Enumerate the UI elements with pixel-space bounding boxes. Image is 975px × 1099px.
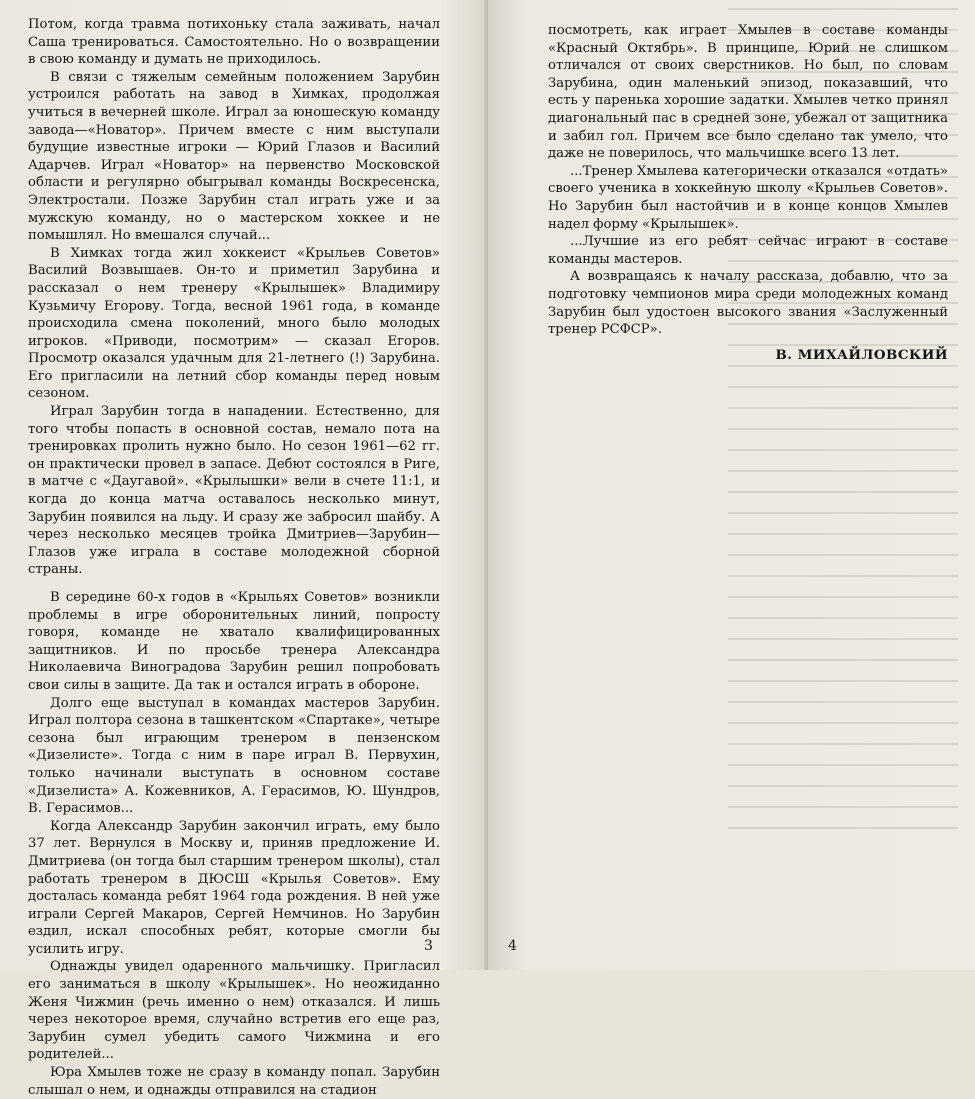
paragraph: В середине 60-х годов в «Крыльях Советов» возникли проблемы в игре оборонительных линий, попросту говоря, команде не хватало квалифицированных защитников. И по просьбе тренера Александра Николаевича Виноградова Зарубин решил попробовать свои силы в защите. Да так и остался играть в обороне. — [28, 590, 440, 693]
page-number: 4 — [508, 938, 517, 954]
right-page — [488, 0, 975, 970]
paragraph: ...Тренер Хмылева категорически отказался «отдать» своего ученика в хоккейную школу «Крыльев Советов». Но Зарубин был настойчив и в конце концов Хмылев надел форму «Крылышек». — [548, 163, 948, 232]
paragraph: Играл Зарубин тогда в нападении. Естественно, для того чтобы попасть в основной состав, немало пота на тренировках пролить нужно было. Но сезон 1961—62 гг. он практически провел в запасе. Дебют состоялся в Риге, в матче с «Даугавой». «Крылышки» вели в счете 11:1, и когда до конца матча оставалось несколько минут, Зарубин появился на льду. И сразу же забросил шайбу. А через несколько месяцев тройка Дмитриев—Зарубин—Глазов уже играла в составе молодежной сборной страны. — [28, 404, 440, 578]
paragraph: Юра Хмылев тоже не сразу в команду попал. Зарубин слышал о нем, и однажды отправился на стадион — [28, 1065, 440, 1098]
right-text-column — [548, 22, 948, 364]
paragraph: Долго еще выступал в командах мастеров Зарубин. Играл полтора сезона в ташкентском «Спартаке», четыре сезона был играющим тренером в пензенском «Дизелисте». Тогда с ним в паре играл В. Первухин, только начинали выступать в основном составе «Дизелиста» А. Кожевников, А. Герасимов, Ю. Шундров, В. Герасимов... — [28, 695, 440, 817]
paragraph: Потом, когда травма потихоньку стала заживать, начал Саша тренироваться. Самостоятельно. Но о возвращении в свою команду и думать не приходилось. — [28, 17, 440, 68]
left-text-column — [28, 16, 440, 1099]
paragraph: В Химках тогда жил хоккеист «Крыльев Советов» Василий Возвышаев. Он-то и приметил Зарубина и рассказал о нем тренеру «Крылышек» Владимиру Кузьмичу Егорову. Тогда, весной 1961 года, в команде происходила смена поколений, много было молодых игроков. «Приводи, посмотрим» — сказал Егоров. Просмотр оказался удачным для 21-летнего (!) Зарубина. Его пригласили на летний сбор команды перед новым сезоном. — [28, 245, 440, 402]
paragraph: посмотреть, как играет Хмылев в составе команды «Красный Октябрь». В принципе, Юрий не слишком отличался от своих сверстников. Но был, по словам Зарубина, один маленький эпизод, показавший, что есть у паренька хорошие задатки. Хмылев четко принял диагональный пас в средней зоне, убежал от защитника и забил гол. Причем все было сделано так умело, что даже не поверилось, что мальчишке всего 13 лет. — [548, 23, 948, 162]
paragraph: ...Лучшие из его ребят сейчас играют в составе команды мастеров. — [548, 234, 948, 267]
paragraph: Однажды увидел одаренного мальчишку. Пригласил его заниматься в школу «Крылышек». Но неожиданно Женя Чижмин (речь именно о нем) отказался. И лишь через некоторое время, случайно встретив его еще раз, Зарубин сумел убедить самого Чижмина и его родителей... — [28, 959, 440, 1063]
page-number: 3 — [424, 938, 433, 954]
paragraph: Когда Александр Зарубин закончил играть, ему было 37 лет. Вернулся в Москву и, приняв предложение И. Дмитриева (он тогда был старшим тренером школы), стал работать тренером в ДЮСШ «Крылья Советов». Ему досталась команда ребят 1964 года рождения. В ней уже играли Сергей Макаров, Сергей Немчинов. Но Зарубин ездил, искал способных ребят, которые смогли бы усилить игру. — [28, 818, 440, 957]
paragraph: А возвращаясь к началу рассказа, добавлю, что за подготовку чемпионов мира среди молодежных команд Зарубин был удостоен высокого звания «Заслуженный тренер РСФСР». — [548, 269, 948, 338]
paragraph: В связи с тяжелым семейным положением Зарубин устроился работать на завод в Химках, продолжая учиться в вечерней школе. Играл за юношескую команду завода—«Новатор». Причем вместе с ним выступали будущие известные игроки — Юрий Глазов и Василий Адарчев. Играл «Новатор» на первенство Московской области и регулярно обыгрывал команды Воскресенска, Электростали. Позже Зарубин стал играть уже и за мужскую команду, но о мастерском хоккее и не помышлял. Но вмешался случай... — [28, 69, 440, 244]
author-signature: В. МИХАЙЛОВСКИЙ — [775, 346, 948, 363]
